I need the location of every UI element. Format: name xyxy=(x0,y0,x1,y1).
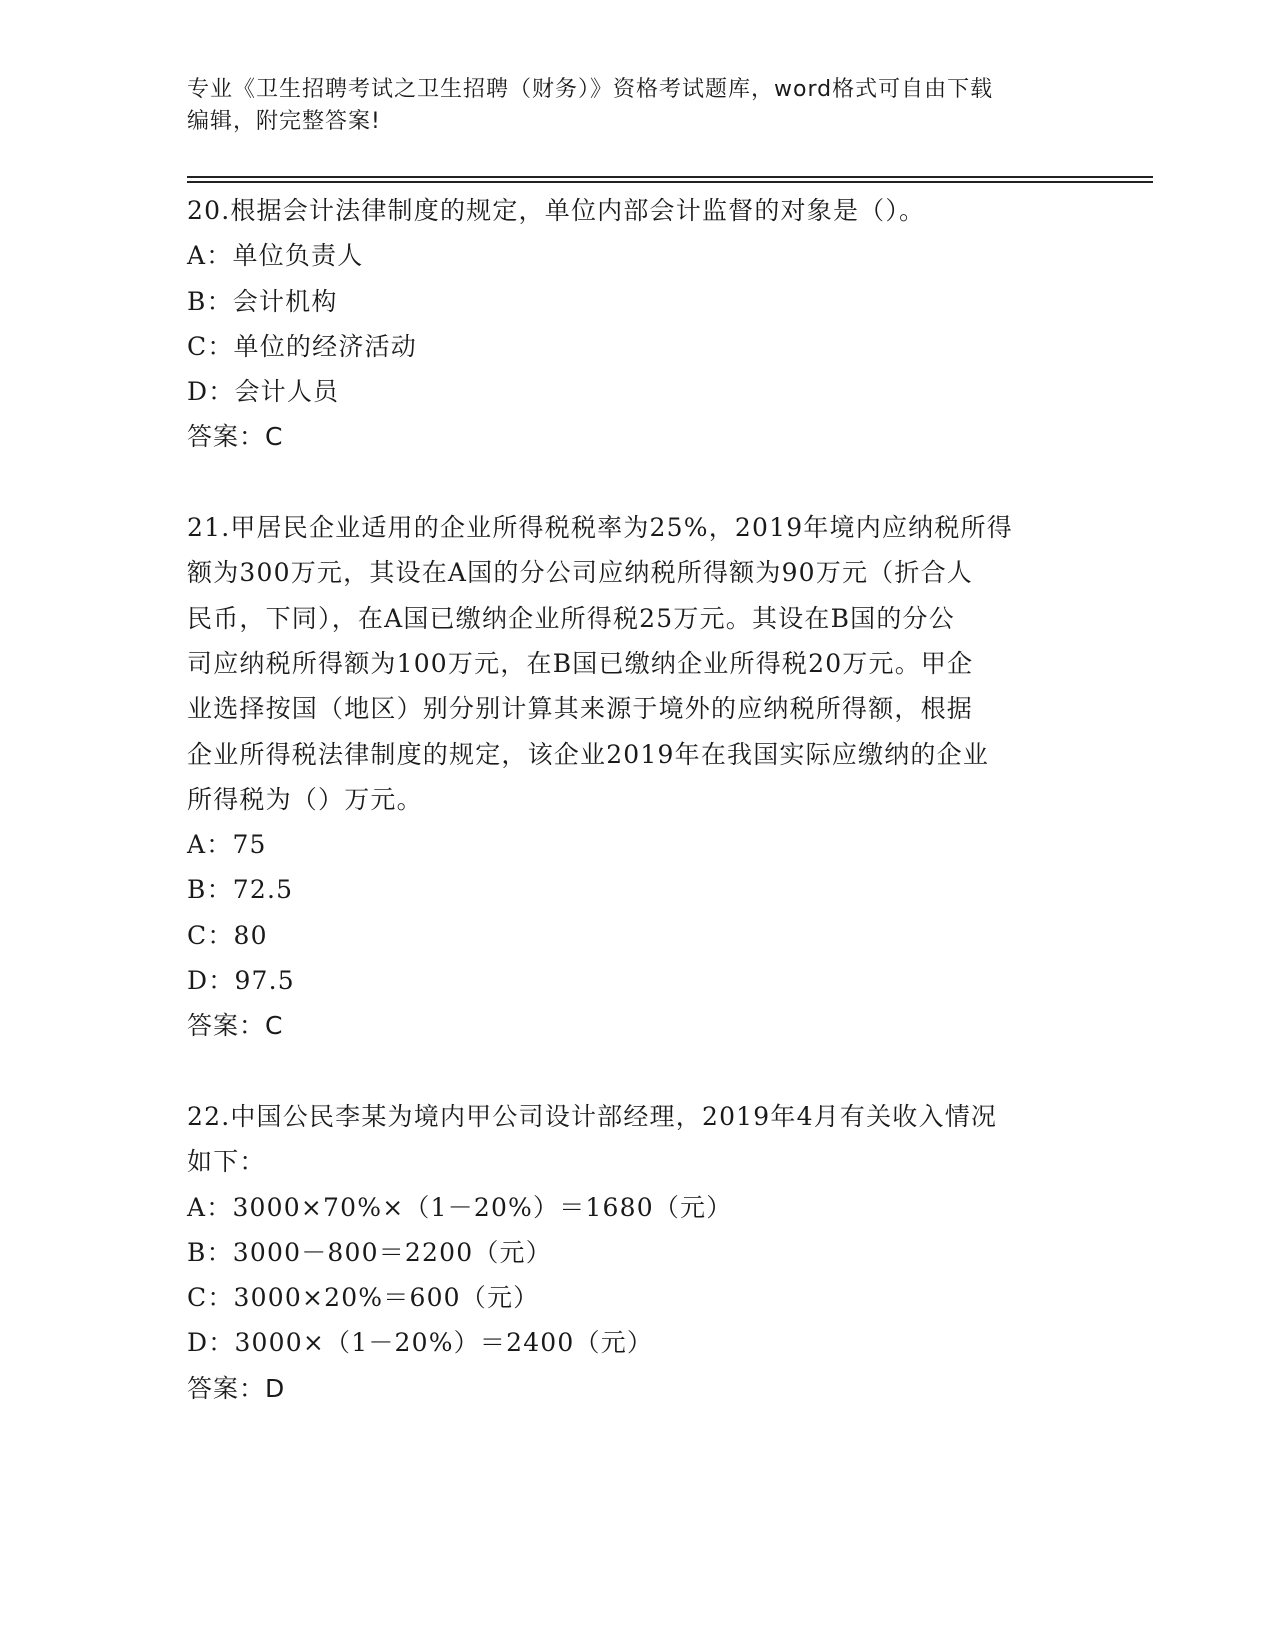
question-list xyxy=(187,188,1087,1411)
header-divider-top xyxy=(187,176,1153,178)
header-divider-bottom xyxy=(187,181,1153,183)
option-b: B：72.5 xyxy=(187,875,294,905)
header-line-1: 专业《卫生招聘考试之卫生招聘（财务）》资格考试题库，word格式可自由下载 xyxy=(187,77,994,102)
answer-line: 答案：C xyxy=(187,1011,284,1041)
option-c: C：3000×20%＝600（元） xyxy=(187,1283,540,1313)
option-b: B：会计机构 xyxy=(187,286,338,316)
option-c: C：80 xyxy=(187,920,268,950)
question-22 xyxy=(187,1094,1087,1411)
question-text-line: 民币，下同），在A国已缴纳企业所得税25万元。其设在B国的分公 xyxy=(187,603,955,633)
spacer xyxy=(187,460,1087,505)
question-text-line: 21.甲居民企业适用的企业所得税税率为25%，2019年境内应纳税所得 xyxy=(187,513,1013,543)
question-text-line: 企业所得税法律制度的规定，该企业2019年在我国实际应缴纳的企业 xyxy=(187,739,990,769)
question-20 xyxy=(187,188,1087,460)
option-d: D：3000×（1－20%）＝2400（元） xyxy=(187,1328,654,1358)
question-21 xyxy=(187,505,1087,1049)
document-header xyxy=(187,74,1067,138)
option-d: D：97.5 xyxy=(187,966,295,996)
question-text-line: 所得税为（）万元。 xyxy=(187,784,423,814)
question-text-line: 22.中国公民李某为境内甲公司设计部经理，2019年4月有关收入情况 xyxy=(187,1101,998,1131)
answer-line: 答案：D xyxy=(187,1373,286,1403)
question-text-line: 20.根据会计法律制度的规定，单位内部会计监督的对象是（）。 xyxy=(187,196,926,225)
question-text-line: 如下： xyxy=(187,1147,266,1177)
question-text-line: 司应纳税所得额为100万元，在B国已缴纳企业所得税20万元。甲企 xyxy=(187,648,974,678)
option-a: A：3000×70%×（1－20%）＝1680（元） xyxy=(187,1192,733,1222)
question-text-line: 额为300万元，其设在A国的分公司应纳税所得额为90万元（折合人 xyxy=(187,558,973,588)
option-c: C：单位的经济活动 xyxy=(187,331,417,361)
option-a: A：单位负责人 xyxy=(187,241,364,271)
option-a: A：75 xyxy=(187,830,267,860)
spacer xyxy=(187,1049,1087,1094)
header-line-2: 编辑，附完整答案! xyxy=(187,109,381,134)
option-d: D：会计人员 xyxy=(187,377,340,407)
question-text-line: 业选择按国（地区）别分别计算其来源于境外的应纳税所得额，根据 xyxy=(187,694,974,724)
answer-line: 答案：C xyxy=(187,422,284,452)
option-b: B：3000－800＝2200（元） xyxy=(187,1237,552,1267)
